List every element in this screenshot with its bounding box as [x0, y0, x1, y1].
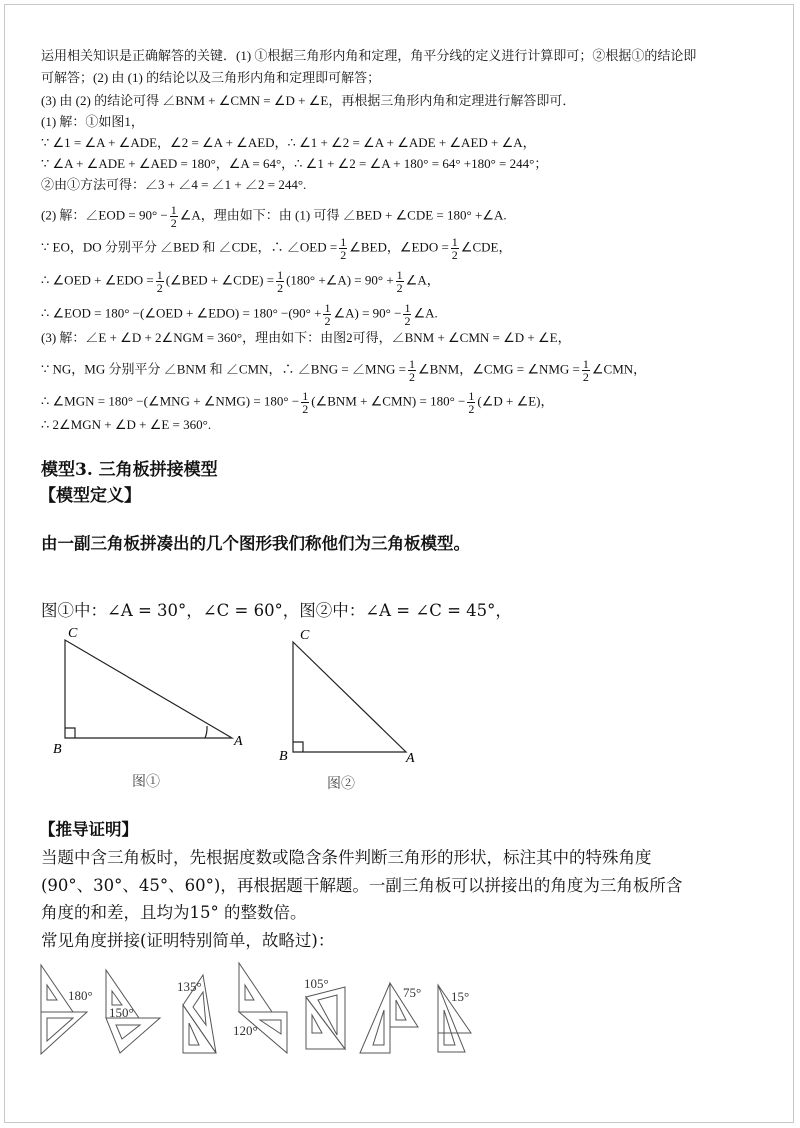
fraction-denominator: 2 [324, 314, 331, 328]
proof-line-1: 当题中含三角板时，先根据度数或隐含条件判断三角形的形状，标注其中的特殊角度 [41, 848, 652, 867]
text-segment: ∠BED，∠EDO = [349, 239, 449, 255]
fraction [582, 358, 590, 383]
figure-angles-line: 图①中：∠A = 30°，∠C = 60°，图②中：∠A = ∠C = 45°， [41, 601, 512, 620]
text-segment: (1) 解：①如图1， [41, 114, 144, 129]
solution-line [41, 48, 696, 64]
fraction-numerator: 1 [302, 389, 309, 403]
text-segment: ∠A，理由如下：由 (1) 可得 ∠BED + ∠CDE = 180° +∠A. [179, 207, 507, 223]
fraction [403, 302, 411, 327]
solution-line [41, 302, 438, 327]
fraction [170, 204, 178, 229]
fraction-denominator: 2 [302, 402, 309, 416]
angle-label-135: 135° [177, 979, 202, 994]
figure-1-triangle [65, 640, 232, 738]
text-segment: ∠A) = 90° − [333, 305, 402, 321]
model-title: 模型3. 三角板拼接模型 [41, 460, 218, 480]
solution-line [41, 93, 575, 109]
text-segment: ∴ ∠OED + ∠EDO = [41, 272, 154, 288]
solution-line [41, 135, 536, 151]
fraction-numerator: 1 [468, 389, 475, 403]
fig2-label-c: C [300, 628, 310, 643]
text-segment: ∴ ∠MGN = 180° −(∠MNG + ∠NMG) = 180° − [41, 393, 300, 409]
fraction-numerator: 1 [451, 235, 458, 249]
solution-line [41, 177, 306, 193]
solution-line [41, 70, 380, 86]
fig1-label-a: A [234, 734, 243, 749]
fraction-numerator: 1 [324, 301, 331, 315]
text-segment: ∠A. [413, 305, 438, 321]
fraction [323, 302, 331, 327]
text-segment: 可解答；(2) 由 (1) 的结论以及三角形内角和定理即可解答； [41, 70, 381, 85]
fraction [276, 269, 284, 294]
solution-line [41, 417, 211, 433]
angle-label-15: 15° [451, 989, 470, 1004]
text-segment: ∠CDE， [460, 239, 512, 255]
text-segment: (∠BNM + ∠CMN) = 180° − [311, 393, 466, 409]
solution-line [41, 330, 571, 346]
fraction-numerator: 1 [156, 268, 163, 282]
fraction-denominator: 2 [170, 216, 177, 230]
text-segment: (180° +∠A) = 90° + [286, 272, 394, 288]
fraction-denominator: 2 [156, 281, 163, 295]
fig1-label-c: C [68, 626, 78, 641]
solution-line [41, 204, 507, 229]
proof-line-2: (90°、30°、45°、60°)，再根据题干解题。一副三角板可以拼接出的角度为三角板所含 [41, 876, 683, 895]
fraction-denominator: 2 [277, 281, 284, 295]
fig2-label-a: A [406, 751, 415, 766]
fig1-caption: 图① [132, 775, 160, 790]
solution-line [41, 358, 646, 383]
fig2-caption: 图② [327, 777, 355, 792]
text-segment: (∠D + ∠E)， [477, 393, 554, 409]
text-segment: ∠CMN， [591, 361, 647, 377]
fraction-numerator: 1 [404, 301, 411, 315]
text-segment: ∵ ∠1 = ∠A + ∠ADE，∠2 = ∠A + ∠AED，∴ ∠1 + ∠2 = ∠A + ∠ADE + ∠AED + ∠A， [41, 135, 536, 150]
angle-label-75: 75° [403, 985, 422, 1000]
proof-line-4: 常见角度拼接(证明特别简单，故略过)： [41, 931, 335, 950]
fraction [467, 390, 475, 415]
text-segment: (2) 解：∠EOD = 90° − [41, 207, 168, 223]
fraction-numerator: 1 [396, 268, 403, 282]
triangle-figures [0, 620, 440, 800]
text-segment: ∵ ∠A + ∠ADE + ∠AED = 180°，∠A = 64°，∴ ∠1 + ∠2 = ∠A + 180° = 64° +180° = 244°； [41, 156, 548, 171]
combo-105 [306, 987, 345, 1049]
text-segment: ∠BNM，∠CMG = ∠NMG = [417, 361, 580, 377]
text-segment: (3) 解：∠E + ∠D + 2∠NGM = 360°，理由如下：由图2可得，∠BNM + ∠CMN = ∠D + ∠E， [41, 330, 571, 345]
text-segment: ∵ EO，DO 分别平分 ∠BED 和 ∠CDE，∴ ∠OED = [41, 239, 338, 255]
fraction-numerator: 1 [170, 203, 177, 217]
fraction [301, 390, 309, 415]
combo-120 [239, 963, 287, 1053]
definition-text: 由一副三角板拼凑出的几个图形我们称他们为三角板模型。 [41, 534, 470, 553]
definition-header: 【模型定义】 [39, 486, 141, 506]
fraction-denominator: 2 [582, 370, 589, 384]
text-segment: (∠BED + ∠CDE) = [165, 272, 275, 288]
proof-header: 【推导证明】 [39, 820, 138, 839]
fraction [408, 358, 416, 383]
angle-label-180: 180° [68, 988, 93, 1003]
text-segment: ②由①方法可得：∠3 + ∠4 = ∠1 + ∠2 = 244°. [41, 177, 307, 192]
fraction-denominator: 2 [451, 248, 458, 262]
text-segment: 运用相关知识是正确解答的关键．(1) ①根据三角形内角和定理，角平分线的定义进行计算即可；②根据①的结论即 [41, 48, 697, 63]
set-square-combinations [0, 955, 800, 1065]
solution-line [41, 390, 554, 415]
fraction [339, 236, 347, 261]
fraction [156, 269, 164, 294]
proof-line-3: 角度的和差，且均为15° 的整数倍。 [41, 903, 307, 922]
fig1-label-b: B [53, 742, 62, 757]
text-segment: ∵ NG，MG 分别平分 ∠BNM 和 ∠CMN，∴ ∠BNG = ∠MNG = [41, 361, 406, 377]
angle-label-120: 120° [233, 1023, 258, 1038]
solution-line [41, 156, 547, 172]
text-segment: ∠A， [405, 272, 440, 288]
fraction-numerator: 1 [582, 357, 589, 371]
solution-line [41, 236, 511, 261]
text-segment: ∴ ∠EOD = 180° −(∠OED + ∠EDO) = 180° −(90° + [41, 305, 322, 321]
fig2-label-b: B [279, 749, 288, 764]
fraction [451, 236, 459, 261]
fraction-denominator: 2 [408, 370, 415, 384]
angle-label-105: 105° [304, 976, 329, 991]
fraction-numerator: 1 [340, 235, 347, 249]
figure-2-triangle [293, 642, 406, 752]
fraction [396, 269, 404, 294]
solution-line [41, 269, 440, 294]
fraction-denominator: 2 [396, 281, 403, 295]
fraction-denominator: 2 [404, 314, 411, 328]
fraction-denominator: 2 [468, 402, 475, 416]
text-segment: ∴ 2∠MGN + ∠D + ∠E = 360°. [41, 417, 212, 432]
fraction-numerator: 1 [277, 268, 284, 282]
fraction-numerator: 1 [408, 357, 415, 371]
combo-180 [41, 965, 87, 1054]
fraction-denominator: 2 [340, 248, 347, 262]
angle-label-150: 150° [109, 1005, 134, 1020]
text-segment: (3) 由 (2) 的结论可得 ∠BNM + ∠CMN = ∠D + ∠E，再根据三角形内角和定理进行解答即可． [41, 93, 576, 108]
solution-line [41, 114, 144, 130]
